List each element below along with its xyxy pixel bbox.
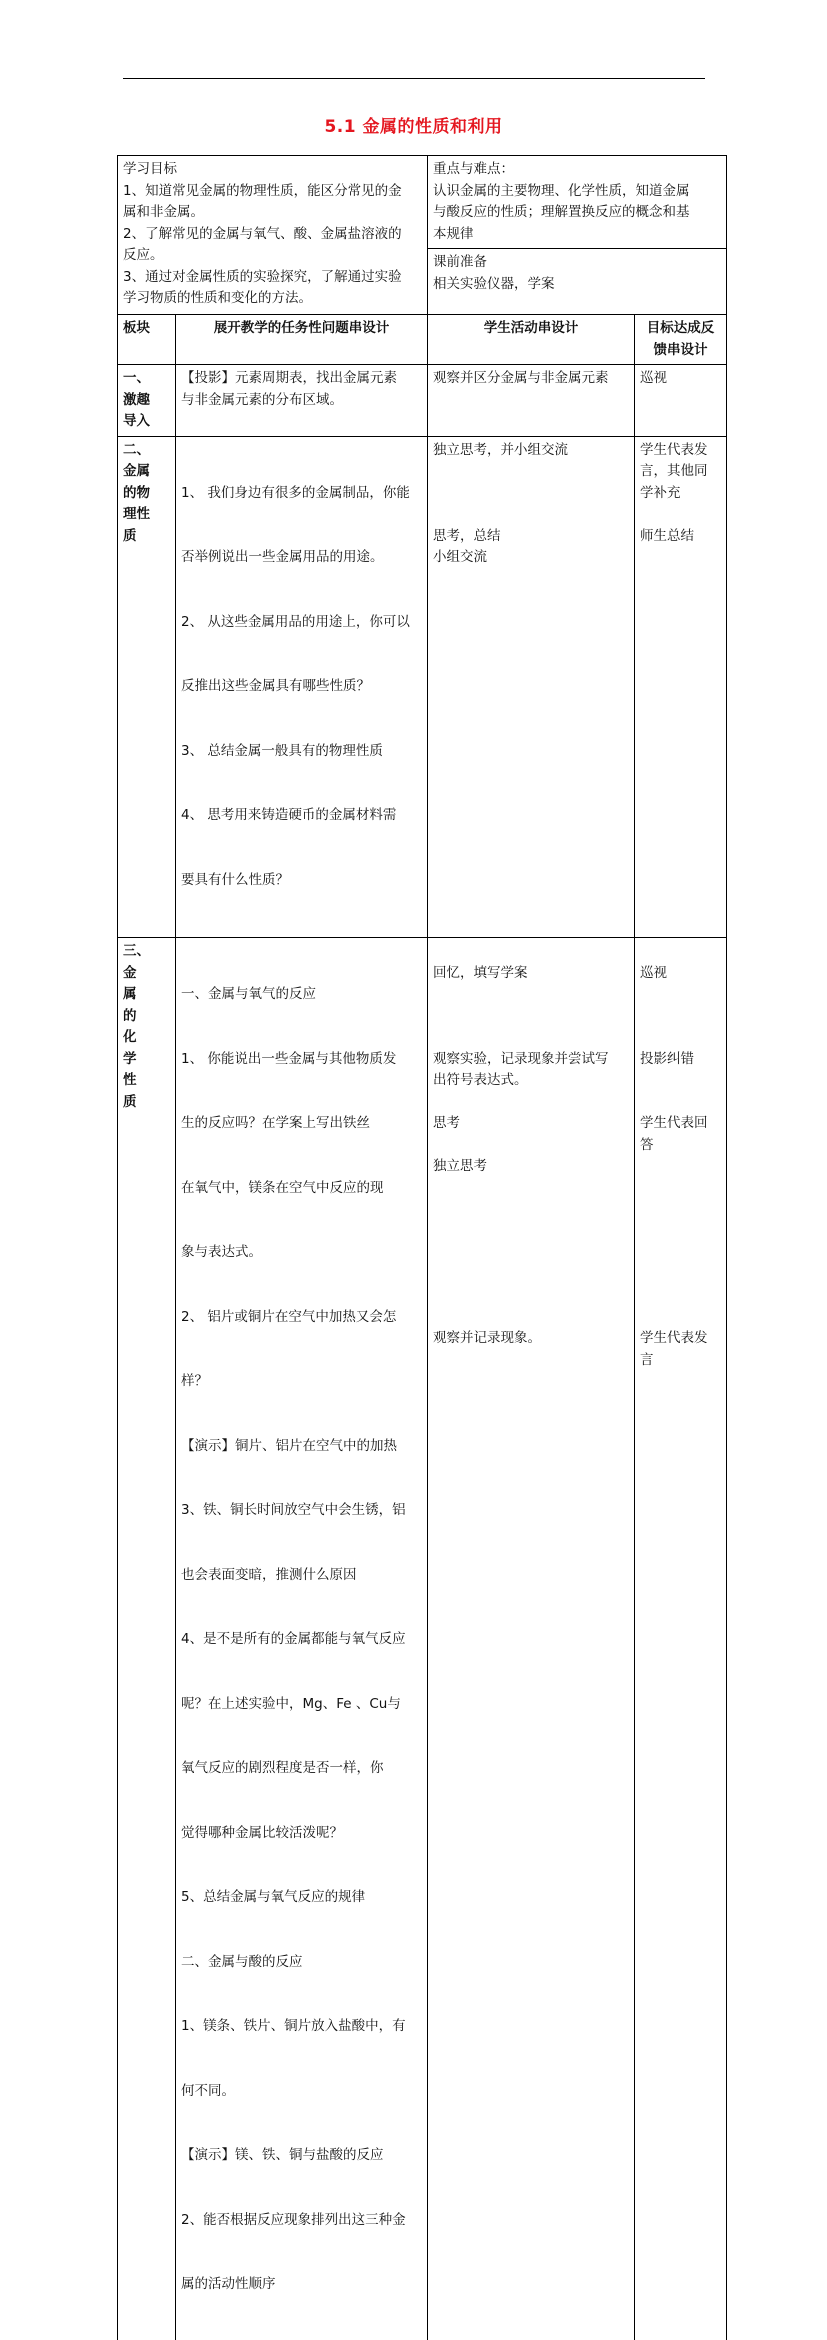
preparation-content: 相关实验仪器，学案 bbox=[433, 274, 721, 296]
column-header-block: 板块 bbox=[118, 315, 176, 365]
preparation-cell bbox=[428, 249, 727, 315]
row-1-tasks: 【投影】元素周期表，找出金属元素 与非金属元素的分布区域。 bbox=[176, 365, 428, 437]
objectives-line: 属和非金属。 bbox=[123, 202, 422, 224]
row-1-block: 一、 激趣 导入 bbox=[118, 365, 176, 437]
row-3-block: 三、 金 属 的 化 学 性 质 bbox=[118, 938, 176, 2340]
objectives-line: 1、知道常见金属的物理性质，能区分常见的金 bbox=[123, 181, 422, 203]
key-points-line: 认识金属的主要物理、化学性质，知道金属 bbox=[433, 181, 721, 203]
lesson-plan-table bbox=[117, 155, 727, 2340]
row-2-block: 二、 金属 的物 理性 质 bbox=[118, 436, 176, 938]
objectives-heading: 学习目标 bbox=[123, 159, 422, 181]
row-3-activities: 回忆，填写学案 观察实验，记录现象并尝试写 出符号表达式。 思考 独立思考 观察并记录现象。 bbox=[428, 938, 635, 2340]
row-2-feedback: 学生代表发 言，其他同 学补充 师生总结 bbox=[635, 436, 727, 938]
column-header-feedback: 目标达成反 馈串设计 bbox=[635, 315, 727, 365]
objectives-line: 学习物质的性质和变化的方法。 bbox=[123, 288, 422, 310]
row-1-activities: 观察并区分金属与非金属元素 bbox=[428, 365, 635, 437]
row-2-activities: 独立思考，并小组交流 思考，总结 小组交流 bbox=[428, 436, 635, 938]
objectives-cell bbox=[118, 156, 428, 315]
row-1-feedback: 巡视 bbox=[635, 365, 727, 437]
key-points-heading: 重点与难点： bbox=[433, 159, 721, 181]
key-points-cell bbox=[428, 156, 727, 249]
preparation-heading: 课前准备 bbox=[433, 252, 721, 274]
key-points-line: 与酸反应的性质；理解置换反应的概念和基 bbox=[433, 202, 721, 224]
document-title: 5.1 金属的性质和利用 bbox=[0, 112, 827, 137]
key-points-line: 本规律 bbox=[433, 224, 721, 246]
row-3-feedback: 巡视 投影纠错 学生代表回 答 学生代表发 言 bbox=[635, 938, 727, 2340]
column-header-tasks: 展开教学的任务性问题串设计 bbox=[176, 315, 428, 365]
objectives-line: 反应。 bbox=[123, 245, 422, 267]
header-rule bbox=[123, 78, 705, 79]
objectives-line: 3、通过对金属性质的实验探究，了解通过实验 bbox=[123, 267, 422, 289]
column-header-activities: 学生活动串设计 bbox=[428, 315, 635, 365]
row-2-tasks: 1、 我们身边有很多的金属制品，你能 否举例说出一些金属用品的用途。 2、 从这些金属用品的用途上，你可以 反推出这些金属具有哪些性质？ 3、 总结金属一般具有的物理性质 4、 思考用来铸造硬币的金属材料需 要具有什么性质？ bbox=[176, 436, 428, 938]
row-3-tasks: 一、金属与氧气的反应 1、 你能说出一些金属与其他物质发 生的反应吗？在学案上写出铁丝 在氧气中，镁条在空气中反应的现 象与表达式。 2、 铝片或铜片在空气中加热又会怎 样？ 【演示】铜片、铝片在空气中的加热 3、铁、铜长时间放空气中会生锈，铝 也会表面变暗，推测什么原因 4、是不是所有的金属都能与氧气反应 呢？在上述实验中，Mg、Fe 、Cu与 氧气反应的剧烈程度是否一样，你 觉得哪种金属比较活泼呢？ 5、总结金属与氧气反应的规律 二、金属与酸的反应 1、镁条、铁片、铜片放入盐酸中，有 何不同。 【演示】镁、铁、铜与盐酸的反应 2、能否根据反应现象排列出这三种金 属的活动性顺序 bbox=[176, 938, 428, 2340]
objectives-line: 2、了解常见的金属与氧气、酸、金属盐溶液的 bbox=[123, 224, 422, 246]
